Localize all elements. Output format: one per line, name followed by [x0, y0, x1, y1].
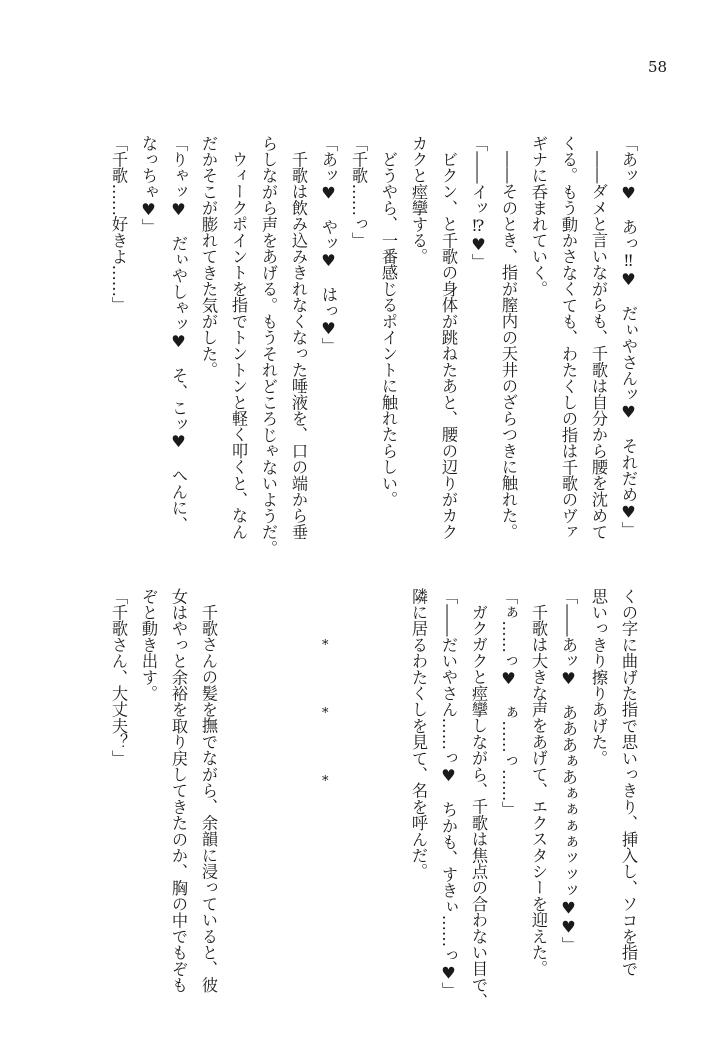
text-line: だかそこが膨れてきた気がした。 [199, 135, 218, 378]
text-line [253, 588, 283, 1008]
text-line: 「――だいやさん……っ♥ ちかも、すきぃ……っ♥」 [439, 588, 458, 999]
text-line: ウィークポイントを指でトントンと軽く叩くと、なん [229, 151, 248, 540]
text-line: くる。もう動かさなくても、わたくしの指は千歌のヴァ [559, 135, 578, 540]
text-line: 「千歌さん、大丈夫？」 [109, 588, 128, 767]
text-line [283, 588, 313, 1008]
text-line: 千歌は飲み込みきれなくなった唾液を、口の端から垂 [289, 151, 308, 540]
scene-break-asterisk: * [322, 774, 329, 789]
text-line: 「りゃッ♥ だぃやしゃッ♥ そ、こッ♥ へんに、 [169, 135, 188, 533]
scene-break-asterisk: * [322, 638, 329, 653]
text-line: くの字に曲げた指で思いっきり、挿入し、ソコを指で [619, 588, 638, 977]
top-text-block [103, 135, 643, 555]
text-line: ギナに呑まれていく。 [529, 135, 548, 297]
text-line [343, 588, 373, 1008]
text-line: 「――イッ⁉♥」 [469, 135, 488, 271]
text-line: ――そのとき、指が膣内の天井のざらつきに触れた。 [499, 151, 518, 540]
text-line: 千歌さんの髪を撫でながら、余韻に浸っていると、彼 [199, 604, 218, 993]
text-line: どうやら、一番感じるポイントに触れたらしい。 [379, 151, 398, 508]
text-line [223, 588, 253, 1008]
text-line: 千歌は大きな声をあげて、エクスタシーを迎えた。 [529, 604, 548, 977]
text-line [373, 588, 403, 1008]
text-line: らしながら声をあげる。もうそれどころじゃないようだ。 [259, 135, 278, 557]
text-line: ガクガクと痙攣しながら、千歌は焦点の合わない目で、 [469, 604, 488, 1010]
page-number: 58 [648, 58, 668, 76]
text-line: 思いっきり擦りあげた。 [589, 588, 608, 767]
text-line: カクと痙攣する。 [409, 135, 428, 265]
text-line: なっちゃ♥」 [139, 135, 158, 235]
bottom-text-block [103, 588, 643, 1008]
text-line: 隣に居るわたくしを見て、名を呼んだ。 [409, 588, 428, 880]
text-line: 「あッ♥ やッ♥ はっ♥」 [319, 135, 338, 354]
text-line: ぞと動き出す。 [139, 588, 158, 702]
text-line: ――ダメと言いながらも、千歌は自分から腰を沈めて [589, 151, 608, 540]
text-line: 「ぁ……っ♥ ぁ……っ……」 [499, 588, 518, 818]
text-line: 「――あッ♥ あああぁあぁぁぁぁッッッ♥♥」 [559, 588, 578, 953]
scene-break-asterisk: * [322, 706, 329, 721]
text-line: 「あッ♥ あっ‼♥ だぃやさんッ♥ それだめ♥」 [619, 135, 638, 538]
text-line: 「千歌……っ」 [349, 135, 368, 249]
text-line: ビクン、と千歌の身体が跳ねたあと、腰の辺りがカク [439, 151, 458, 540]
text-line: 女はやっと余裕を取り戻してきたのか、胸の中でもぞも [169, 588, 188, 993]
text-line: 「千歌……好きよ……」 [109, 135, 128, 314]
